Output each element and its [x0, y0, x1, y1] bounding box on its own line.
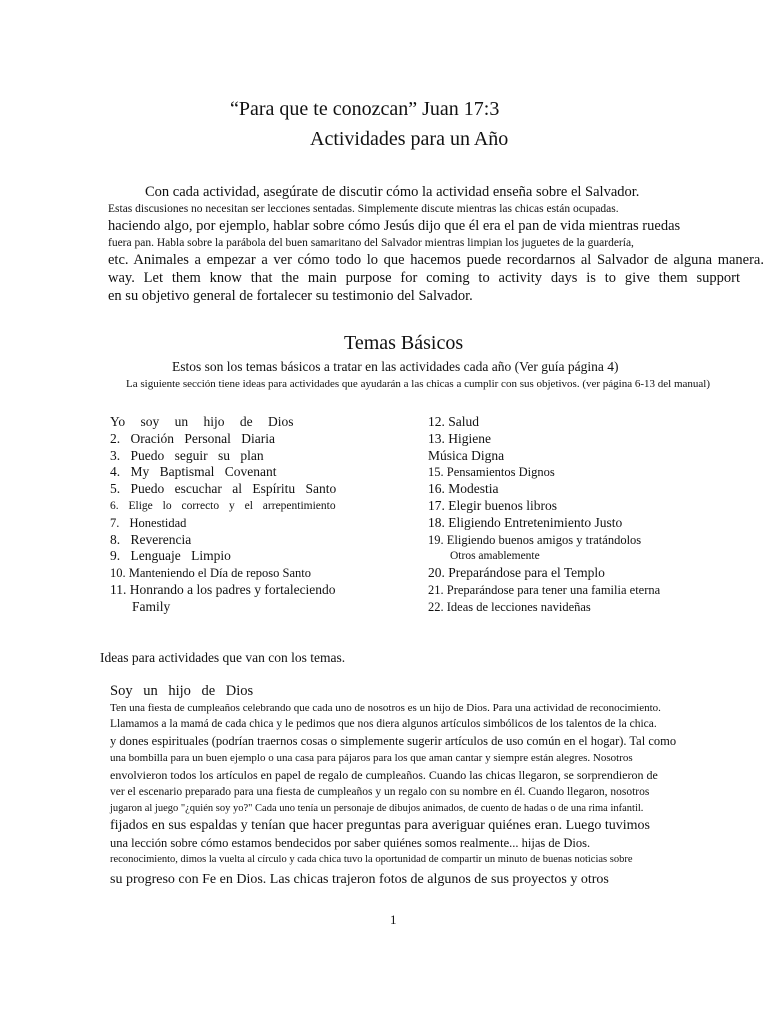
intro-line: Estas discusiones no necesitan ser lecciones sentadas. Simplemente discute mientras las chicas están ocupadas. — [108, 203, 619, 215]
ideas-line: ver el escenario preparado para una fiesta de cumpleaños y un regalo con su nombre en él. Cuando llegaron, nosotros — [110, 786, 650, 798]
ideas-line: y dones espirituales (podrían traernos cosas o simplemente sugerir artículos de uso común en el hogar). Tal como — [110, 734, 677, 748]
topics-list-left — [110, 414, 370, 616]
topic-item: 7. Honestidad — [110, 515, 187, 530]
intro-line: Con cada actividad, asegúrate de discutir cómo la actividad enseña sobre el Salvador. — [145, 184, 640, 200]
topic-item: 4. My Baptismal Covenant — [110, 464, 277, 480]
topic-item: 9. Lenguaje Limpio — [110, 548, 231, 564]
topic-item: 6. Elige lo correcto y el arrepentimiento — [110, 499, 336, 512]
ideas-line: envolvieron todos los artículos en papel de regalo de cumpleaños. Cuando las chicas llegaron, se sorprendieron de — [110, 768, 658, 782]
topic-item: Yo soy un hijo de Dios — [110, 414, 294, 429]
ideas-paragraph — [110, 683, 760, 891]
topic-item: Family — [132, 598, 171, 614]
page-number: 1 — [390, 912, 397, 927]
topic-item: 19. Eligiendo buenos amigos y tratándolos — [428, 532, 642, 547]
topic-item: 12. Salud — [428, 414, 480, 429]
topic-item: 5. Puedo escuchar al Espíritu Santo — [110, 481, 337, 497]
intro-line: fuera pan. Habla sobre la parábola del buen samaritano del Salvador mientras limpian los juguetes de la guardería, — [108, 237, 634, 249]
ideas-line: fijados en sus espaldas y tenían que hacer preguntas para averiguar quiénes eran. Luego tuvimos — [110, 818, 650, 833]
topic-item: 10. Manteniendo el Día de reposo Santo — [110, 566, 311, 581]
intro-line: haciendo algo, por ejemplo, hablar sobre cómo Jesús dijo que él era el pan de vida mientras ruedas — [108, 218, 681, 234]
topic-item: 11. Honrando a los padres y fortaleciendo — [110, 581, 336, 597]
topic-item: 2. Oración Personal Diaria — [110, 430, 275, 446]
ideas-line: reconocimiento, dimos la vuelta al círculo y cada chica tuvo la oportunidad de compartir un minuto de buenas noticias sobre — [110, 854, 633, 865]
topic-item: 16. Modestia — [428, 481, 499, 497]
topic-item: 3. Puedo seguir su plan — [110, 447, 264, 463]
ideas-heading: Ideas para actividades que van con los temas. — [100, 650, 346, 665]
topic-item: 22. Ideas de lecciones navideñas — [428, 599, 591, 614]
title-line-2: Actividades para un Año — [310, 128, 509, 150]
topic-item: Música Digna — [428, 447, 505, 463]
ideas-line: jugaron al juego "¿quién soy yo?" Cada uno tenía un personaje de dibujos animados, de cuento de hadas o de una rima infantil. — [110, 803, 644, 814]
topic-item: 17. Elegir buenos libros — [428, 497, 557, 513]
ideas-line: Llamamos a la mamá de cada chica y le pedimos que nos diera algunos artículos simbólicos de los talentos de la chica. — [110, 718, 657, 730]
intro-line: en su objetivo general de fortalecer su testimonio del Salvador. — [108, 288, 473, 304]
topic-item: 13. Higiene — [428, 430, 491, 446]
intro-line: etc. Animales a empezar a ver cómo todo lo que hacemos puede recordarnos al Salvador de alguna manera. — [108, 252, 764, 268]
ideas-line: Ten una fiesta de cumpleaños celebrando que cada uno de nosotros es un hijo de Dios. Para una actividad de reconocimiento. — [110, 702, 661, 714]
topic-item: 8. Reverencia — [110, 531, 192, 547]
section-title: Temas Básicos — [344, 332, 464, 354]
intro-paragraph — [108, 183, 768, 305]
section-subtitle: Estos son los temas básicos a tratar en las actividades cada año (Ver guía página 4) — [172, 359, 619, 374]
topic-item: 21. Preparándose para tener una familia eterna — [428, 582, 661, 597]
topic-item: 15. Pensamientos Dignos — [428, 465, 555, 480]
title-line-1: “Para que te conozcan” Juan 17:3 — [230, 98, 500, 120]
topic-item: 18. Eligiendo Entretenimiento Justo — [428, 514, 623, 530]
intro-line: way. Let them know that the main purpose for coming to activity days is to give them support — [108, 270, 740, 286]
ideas-line: una bombilla para un buen ejemplo o una casa para pájaros para los que aman cantar y siempre están alegres. Nosotros — [110, 752, 633, 764]
ideas-line: una lección sobre cómo estamos bendecidos por saber quiénes somos realmente... hijas de Dios. — [110, 836, 591, 850]
section-note: La siguiente sección tiene ideas para actividades que ayudarán a las chicas a cumplir con sus objetivos. (ver página 6-13 del manual) — [126, 378, 711, 390]
topic-item: 20. Preparándose para el Templo — [428, 565, 605, 581]
ideas-line: su progreso con Fe en Dios. Las chicas trajeron fotos de algunos de sus proyectos y otros — [110, 872, 609, 887]
ideas-subheading: Soy un hijo de Dios — [110, 683, 254, 699]
topic-item: Otros amablemente — [450, 550, 540, 563]
topics-list-right — [428, 414, 768, 616]
